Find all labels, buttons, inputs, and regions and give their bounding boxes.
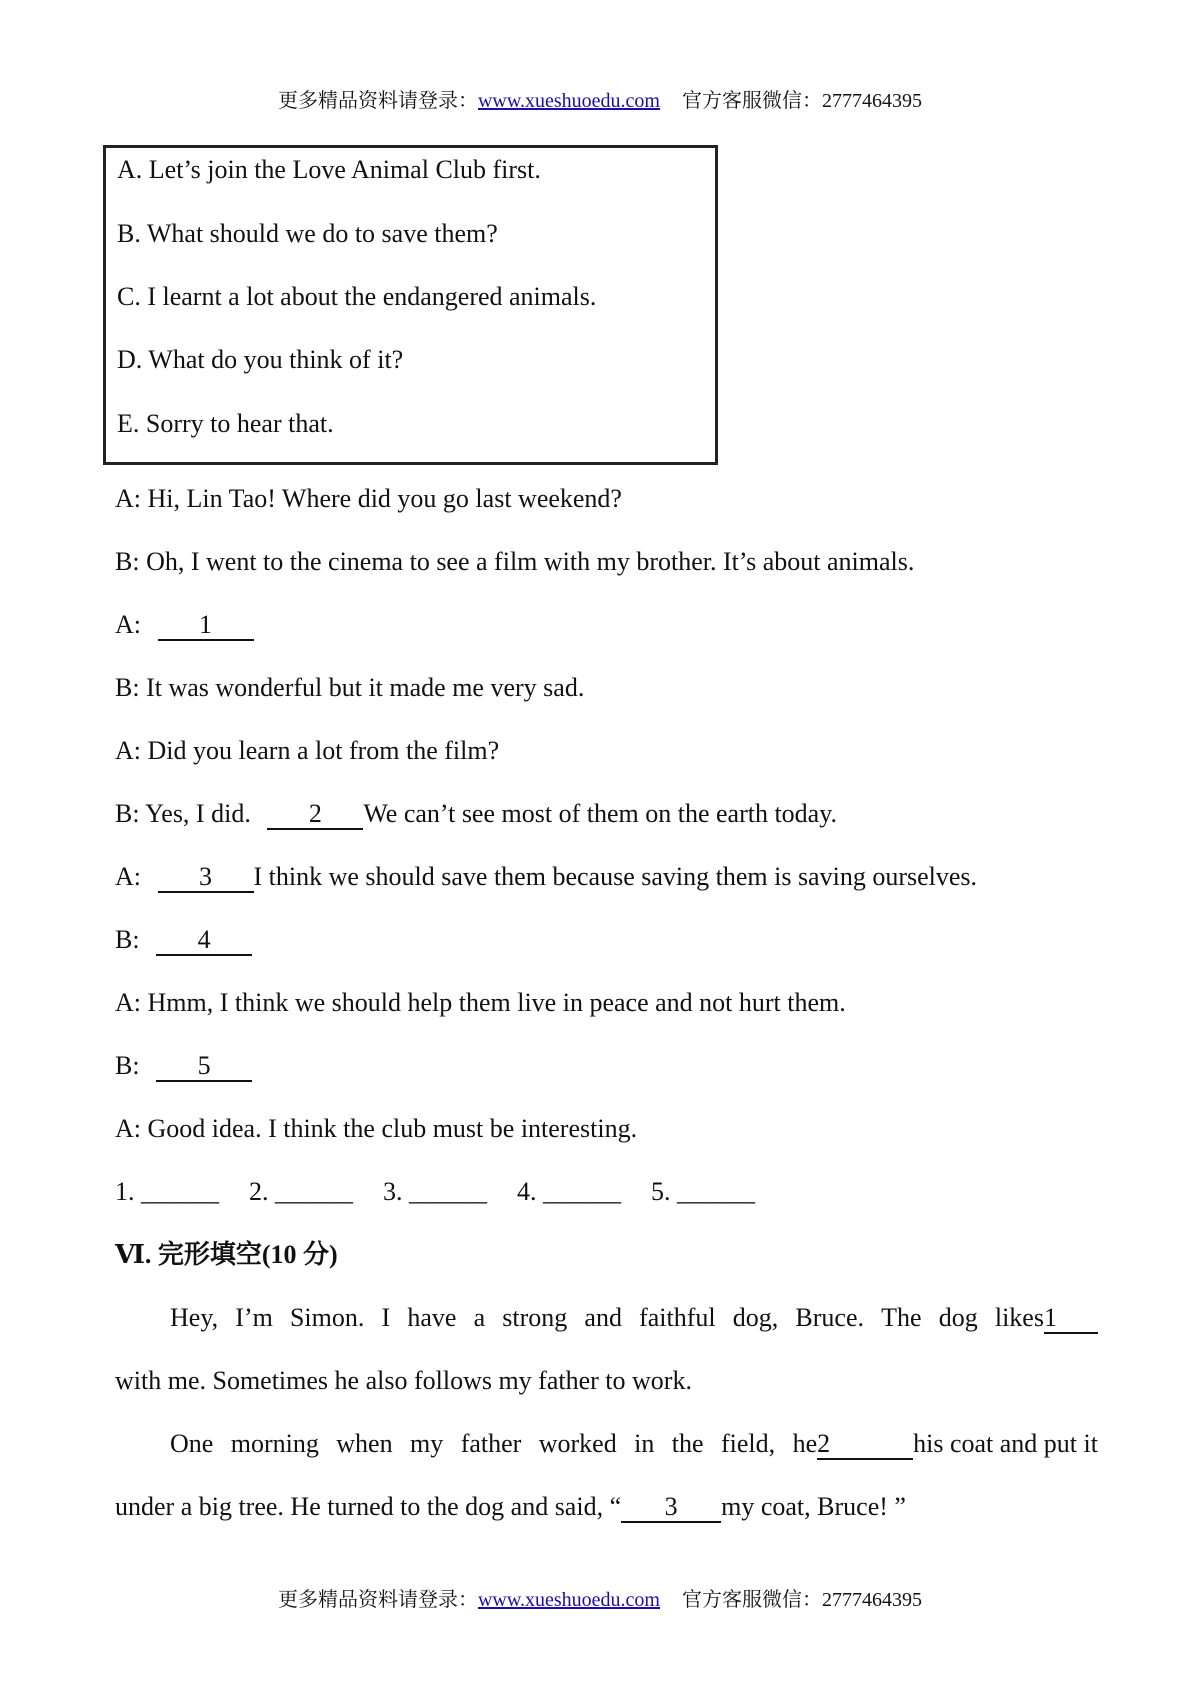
answer-slot-5[interactable]: 5. ______ — [651, 1177, 755, 1206]
header-website-link[interactable]: www.xueshuoedu.com — [477, 90, 660, 112]
speaker-label: A: — [115, 862, 141, 891]
answer-blank-3[interactable]: 3 — [158, 863, 254, 893]
section-title: Ⅵ. 完形填空(10 分) — [115, 1240, 338, 1269]
dialogue-text: We can’t see most of them on the earth today. — [363, 799, 838, 828]
answer-slot-2[interactable]: 2. ______ — [249, 1177, 353, 1206]
option-e: E. Sorry to hear that. — [117, 409, 334, 438]
dialogue-text: B: Yes, I did. — [115, 799, 251, 828]
passage-word: and — [584, 1303, 622, 1332]
footer-service: 官方客服微信：2777464395 — [682, 1589, 922, 1611]
speaker-label: B: — [115, 925, 140, 954]
option-c: C. I learnt a lot about the endangered animals. — [117, 282, 597, 311]
cloze-blank-1[interactable]: 1 — [1044, 1304, 1098, 1334]
header-prefix: 更多精品资料请登录： — [277, 90, 478, 112]
dialogue-line-6 — [115, 798, 837, 830]
answer-row — [115, 1176, 755, 1208]
passage-word: dog, — [732, 1303, 779, 1332]
dialogue-line-3 — [115, 609, 254, 641]
dialogue-line-11: A: Good idea. I think the club must be interesting. — [115, 1114, 638, 1143]
passage-word: faithful — [639, 1303, 716, 1332]
answer-slot-4[interactable]: 4. ______ — [517, 1177, 621, 1206]
passage-word: strong — [502, 1303, 568, 1332]
passage-line-2: with me. Sometimes he also follows my father to work. — [115, 1366, 692, 1395]
passage-word: father — [460, 1429, 522, 1458]
dialogue-line-1: A: Hi, Lin Tao! Where did you go last weekend? — [115, 484, 622, 513]
passage-word: Hey, — [170, 1303, 219, 1332]
passage-line-1 — [170, 1302, 1098, 1334]
speaker-label: A: — [115, 610, 141, 639]
cloze-blank-3[interactable]: 3 — [621, 1493, 721, 1523]
answer-blank-1[interactable]: 1 — [158, 611, 254, 641]
answer-blank-4[interactable]: 4 — [156, 926, 252, 956]
option-b: B. What should we do to save them? — [117, 219, 498, 248]
passage-word: Bruce. — [795, 1303, 864, 1332]
answer-slot-3[interactable]: 3. ______ — [383, 1177, 487, 1206]
dialogue-line-2: B: Oh, I went to the cinema to see a film with my brother. It’s about animals. — [115, 547, 915, 576]
passage-word: I’m — [235, 1303, 273, 1332]
passage-word: field, — [720, 1429, 776, 1458]
speaker-label: B: — [115, 1051, 140, 1080]
dialogue-line-8 — [115, 924, 252, 956]
passage-word-with-blank — [793, 1428, 1098, 1460]
passage-word: I — [381, 1303, 391, 1332]
passage-line-4 — [115, 1491, 906, 1523]
footer-website-link[interactable]: www.xueshuoedu.com — [477, 1589, 660, 1611]
options-box — [103, 145, 718, 465]
page-header — [0, 89, 1200, 113]
passage-word: worked — [538, 1429, 617, 1458]
footer-prefix: 更多精品资料请登录： — [277, 1589, 478, 1611]
passage-word: when — [336, 1429, 393, 1458]
dialogue-line-4: B: It was wonderful but it made me very sad. — [115, 673, 585, 702]
option-d: D. What do you think of it? — [117, 345, 404, 374]
passage-word: the — [671, 1429, 704, 1458]
answer-blank-5[interactable]: 5 — [156, 1052, 252, 1082]
cloze-blank-2[interactable]: 2 — [817, 1430, 913, 1460]
passage-word: have — [407, 1303, 457, 1332]
dialogue-line-10 — [115, 1050, 252, 1082]
passage-word: likes — [994, 1303, 1044, 1332]
header-service: 官方客服微信：2777464395 — [682, 90, 922, 112]
passage-word: The — [881, 1303, 922, 1332]
passage-word: my — [410, 1429, 444, 1458]
passage-word: dog — [938, 1303, 978, 1332]
passage-word: his coat and put it — [913, 1429, 1098, 1458]
page-footer — [0, 1588, 1200, 1612]
passage-word: he — [792, 1429, 818, 1458]
passage-text: my coat, Bruce! ” — [721, 1492, 906, 1521]
passage-text: under a big tree. He turned to the dog and said, “ — [115, 1492, 622, 1521]
dialogue-text: I think we should save them because saving them is saving ourselves. — [253, 862, 978, 891]
passage-word: One — [170, 1429, 214, 1458]
dialogue-line-9: A: Hmm, I think we should help them live in peace and not hurt them. — [115, 988, 846, 1017]
answer-blank-2[interactable]: 2 — [267, 800, 363, 830]
passage-word: morning — [230, 1429, 319, 1458]
passage-word: in — [634, 1429, 655, 1458]
passage-word-with-blank — [995, 1302, 1098, 1334]
passage-word: Simon. — [289, 1303, 365, 1332]
dialogue-line-5: A: Did you learn a lot from the film? — [115, 736, 500, 765]
passage-line-3 — [170, 1428, 1098, 1460]
option-a: A. Let’s join the Love Animal Club first. — [117, 155, 541, 184]
passage-word: a — [473, 1303, 486, 1332]
dialogue-line-7 — [115, 861, 977, 893]
answer-slot-1[interactable]: 1. ______ — [115, 1177, 219, 1206]
